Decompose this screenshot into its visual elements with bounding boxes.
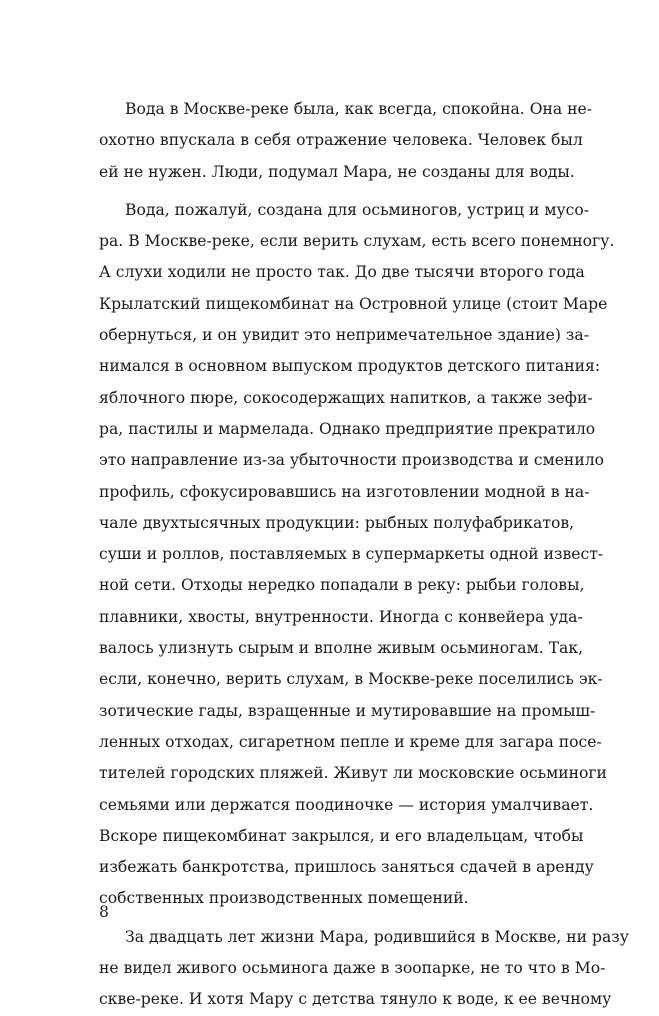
text-line: Вода в Москве-реке была, как всегда, спокойна. Она не- xyxy=(125,100,593,118)
text-line: Вскоре пищекомбинат закрылся, и его владельцам, чтобы xyxy=(99,826,584,845)
text-line: яблочного пюре, сокосодержащих напитков, а также зефи- xyxy=(99,388,593,407)
text-line: ей не нужен. Люди, подумал Мара, не созданы для воды. xyxy=(99,162,575,181)
text-line: ленных отходах, сигаретном пепле и креме для загара посе- xyxy=(99,732,602,751)
text-line: избежать банкротства, пришлось заняться сдачей в аренду xyxy=(99,858,594,877)
text-line: суши и роллов, поставляемых в супермаркеты одной извест- xyxy=(99,545,604,564)
text-line: ра. В Москве-реке, если верить слухам, есть всего понемногу. xyxy=(99,232,615,251)
text-line: ной сети. Отходы нередко попадали в реку: рыбьи головы, xyxy=(99,576,585,595)
text-line: профиль, сфокусировавшись на изготовлении модной в на- xyxy=(99,482,590,501)
text-line: собственных производственных помещений. xyxy=(99,889,469,908)
text-line: если, конечно, верить слухам, в Москве-реке поселились эк- xyxy=(99,670,603,689)
text-line: нимался в основном выпуском продуктов детского питания: xyxy=(99,357,601,376)
text-line: скве-реке. И хотя Мару с детства тянуло к воде, к ее вечному xyxy=(99,990,612,1009)
text-line: семьями или держатся поодиночке — история умалчивает. xyxy=(99,795,594,814)
text-line: ра, пастилы и мармелада. Однако предприятие прекратило xyxy=(99,419,596,438)
text-line: обернуться, и он увидит это непримечательное здание) за- xyxy=(99,326,589,345)
paragraph xyxy=(99,922,629,1016)
text-line: А слухи ходили не просто так. До две тысячи второго года xyxy=(99,263,585,282)
text-line: плавники, хвосты, внутренности. Иногда с конвейера уда- xyxy=(99,607,583,626)
body-text xyxy=(99,94,629,1016)
paragraph xyxy=(99,94,593,188)
text-line: охотно впускала в себя отражение человека. Человек был xyxy=(99,131,583,150)
text-line: чале двухтысячных продукции: рыбных полуфабрикатов, xyxy=(99,513,575,532)
page-number: 8 xyxy=(99,903,109,921)
text-line: За двадцать лет жизни Мара, родившийся в Москве, ни разу xyxy=(125,927,629,946)
text-line: Крылатский пищекомбинат на Островной улице (стоит Маре xyxy=(99,294,608,313)
text-line: Вода, пожалуй, создана для осьминогов, устриц и мусо- xyxy=(125,200,590,219)
text-line: тителей городских пляжей. Живут ли московские осьминоги xyxy=(99,764,607,783)
text-line: зотические гады, взращенные и мутировавшие на промыш- xyxy=(99,701,596,720)
text-line: это направление из-за убыточности производства и сменило xyxy=(99,451,605,470)
paragraph xyxy=(99,195,615,915)
text-line: не видел живого осьминога даже в зоопарке, не то что в Мо- xyxy=(99,959,606,978)
text-line: валось улизнуть сырым и вполне живым осьминогам. Так, xyxy=(99,639,584,658)
